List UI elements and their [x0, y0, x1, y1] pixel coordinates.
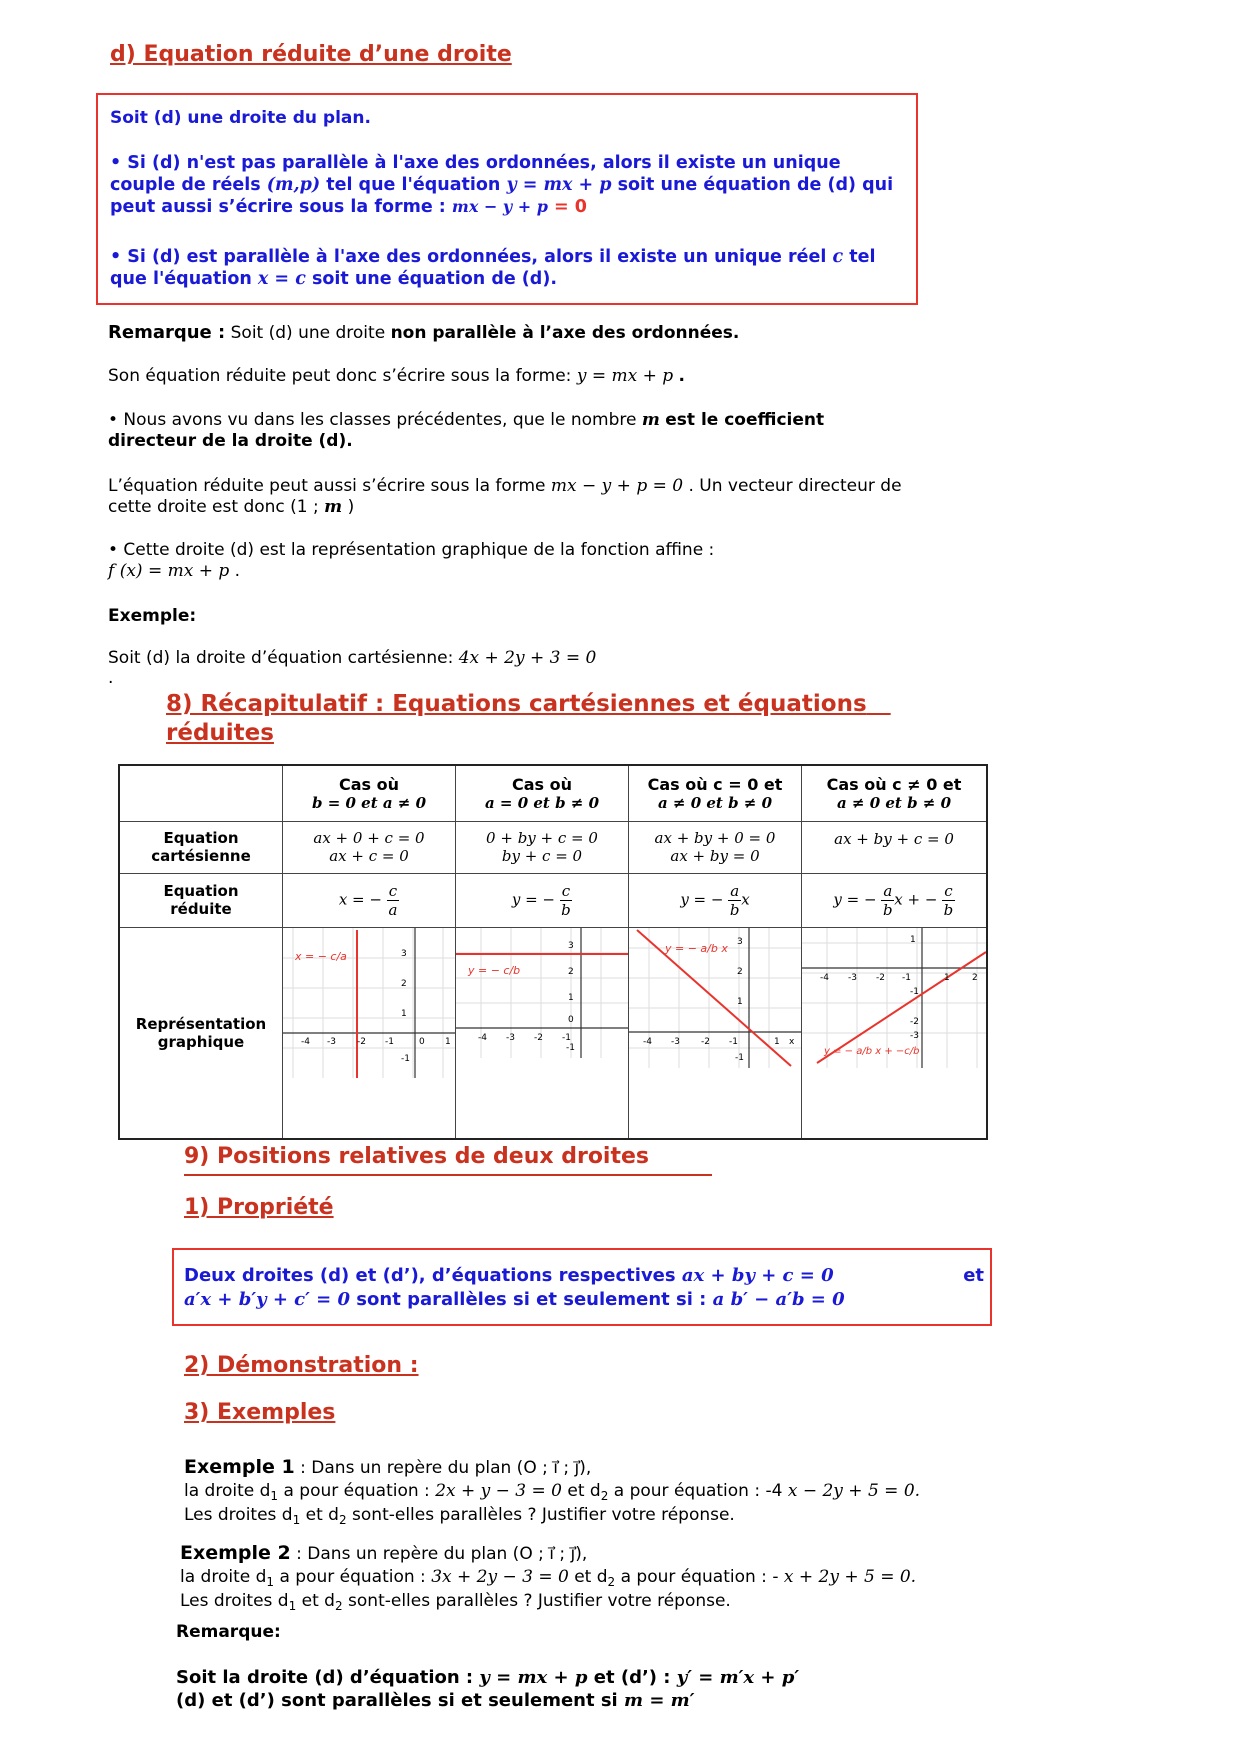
- graph-case3: [629, 927, 802, 1139]
- graph-case4-svg: [802, 928, 986, 1134]
- remarque-bullet2: [108, 540, 908, 582]
- rem-b1-a: • Nous avons vu dans les classes précédentes, que le nombre: [108, 410, 637, 430]
- prop-eq2: a′x + b′y + c′ = 0: [184, 1289, 351, 1310]
- b1-couple: (m,p): [266, 175, 321, 195]
- b1-part3: soit une équation de (d) qui peut aussi s’écrire sous la forme :: [110, 175, 894, 217]
- svg-text:-2: -2: [701, 1036, 710, 1047]
- svg-text:1: 1: [737, 996, 743, 1007]
- exemple-a: Soit (d) la droite d’équation cartésienne:: [108, 648, 454, 668]
- svg-text:-3: -3: [848, 972, 857, 983]
- remarque2-text: Soit la droite (d) d’équation : y = mx + p et (d’) : y′ = m′x + p′ (d) et (d’) sont parallèles si et seulement si m = m′: [176, 1667, 800, 1711]
- b2-c: c: [832, 247, 844, 267]
- svg-text:2: 2: [972, 972, 978, 983]
- rem-line2-a: Son équation réduite peut donc s’écrire sous la forme:: [108, 366, 572, 386]
- svg-text:-3: -3: [327, 1036, 336, 1047]
- box-bullet1: [110, 152, 910, 218]
- subsection-propriete: 1) Propriété: [184, 1195, 334, 1220]
- exemple-eq: 4x + 2y + 3 = 0: [458, 648, 597, 668]
- s8-title-line1: 8) Récapitulatif : Equations cartésiennes et équations: [166, 691, 867, 717]
- svg-text:-1: -1: [401, 1053, 410, 1064]
- b1-eq: y = mx + p: [506, 175, 612, 195]
- rem-para-eq: mx − y + p = 0: [550, 476, 684, 496]
- rem-b2-end: .: [234, 561, 241, 581]
- svg-text:-1: -1: [385, 1036, 394, 1047]
- svg-text:-2: -2: [910, 1016, 919, 1027]
- rem-line2-eq: y = mx + p: [576, 366, 674, 386]
- svg-text:1: 1: [568, 992, 574, 1003]
- graph-case2: [456, 927, 629, 1139]
- svg-text:2: 2: [401, 978, 407, 989]
- svg-text:2: 2: [568, 966, 574, 977]
- row-label-cartesienne: Equation cartésienne: [119, 821, 283, 873]
- b1-form: mx − y + p: [451, 197, 548, 216]
- svg-text:1: 1: [774, 1036, 780, 1047]
- rem-line2-end: .: [678, 366, 685, 386]
- graph-case1-svg: [283, 928, 455, 1134]
- rem-para-a: L’équation réduite peut aussi s’écrire sous la forme: [108, 476, 546, 496]
- rem-line1-b: non parallèle à l’axe des ordonnées.: [390, 323, 740, 343]
- b2-part3: soit une équation de (d).: [311, 269, 557, 289]
- rem-line1-a: Soit (d) une droite: [230, 323, 386, 343]
- graph-case2-svg: [456, 928, 628, 1134]
- b1-part1: • Si (d) n'est pas parallèle à l'axe des ordonnées, alors il existe un unique couple de réels: [110, 153, 841, 195]
- svg-text:-1: -1: [910, 986, 919, 997]
- svg-text:3: 3: [568, 940, 574, 951]
- box-bullet2: [110, 246, 910, 290]
- remarque-bullet1: [108, 410, 888, 452]
- property-text: [184, 1264, 984, 1312]
- b2-part2: tel que l'équation: [110, 247, 876, 289]
- prop-a: Deux droites (d) et (d’), d’équations respectives: [184, 1265, 676, 1286]
- recap-table: [118, 764, 988, 1140]
- exemple-dot: .: [108, 668, 114, 688]
- b1-part2: tel que l'équation: [326, 175, 501, 195]
- graph-label-4: y = − a/b x + −c/b: [824, 1045, 920, 1057]
- prop-eq1: ax + by + c = 0: [681, 1265, 834, 1286]
- svg-text:-2: -2: [357, 1036, 366, 1047]
- b2-part1: • Si (d) est parallèle à l'axe des ordonnées, alors il existe un unique réel: [110, 247, 827, 267]
- corner-cell: [119, 765, 283, 821]
- header-case1: Cas où b = 0 et a ≠ 0: [283, 765, 456, 821]
- b1-eq0: = 0: [554, 197, 587, 217]
- remarque-line1: [108, 322, 739, 344]
- remarque2-label: Remarque:: [176, 1622, 281, 1642]
- section-d-title: d) Equation réduite d’une droite: [110, 42, 512, 67]
- svg-text:0: 0: [568, 1014, 574, 1025]
- cart-case3: ax + by + 0 = 0 ax + by = 0: [629, 821, 802, 873]
- cart-case2: 0 + by + c = 0 by + c = 0: [456, 821, 629, 873]
- svg-text:-3: -3: [506, 1032, 515, 1043]
- svg-text:-3: -3: [671, 1036, 680, 1047]
- rem-b2-eq: f (x) = mx + p: [108, 561, 230, 581]
- box-line1: Soit (d) une droite du plan.: [110, 108, 371, 128]
- section-9-underline: [184, 1174, 712, 1176]
- cart-case4: ax + by + c = 0: [802, 821, 988, 873]
- remarque-para: [108, 476, 908, 518]
- svg-text:-4: -4: [301, 1036, 310, 1047]
- rem-b1-m: m: [641, 410, 660, 430]
- exemple-line: [108, 648, 596, 669]
- cart-case1: ax + 0 + c = 0 ax + c = 0: [283, 821, 456, 873]
- header-case4: Cas où c ≠ 0 et a ≠ 0 et b ≠ 0: [802, 765, 988, 821]
- prop-b: sont parallèles si et seulement si :: [356, 1289, 707, 1310]
- svg-text:-4: -4: [643, 1036, 652, 1047]
- graph-case4: [802, 927, 988, 1139]
- red-case3: y = − $\frac{a}{b}$ x: [629, 873, 802, 927]
- graph-case1: [283, 927, 456, 1139]
- remarque-line2: [108, 366, 685, 387]
- red-case2: y = − $\frac{c}{b}$: [456, 873, 629, 927]
- b2-eq: x = c: [257, 269, 306, 289]
- exemple-2: Exemple 2 : Dans un repère du plan (O ; i⃗ ; j⃗), la droite $d_1$ a pour équation : 3x + 2y − 3 = 0 et $d_2$ a pour équation : - x + 2y + 5 = 0. Les droites $d_1$ et $d_2$ sont-elles parallèles ? Justifier votre réponse.: [180, 1542, 917, 1613]
- svg-text:-3: -3: [910, 1030, 919, 1041]
- rem-para-m: m: [324, 497, 343, 517]
- section-8-title: [166, 690, 891, 748]
- graph-label-3: y = − a/b x: [665, 941, 728, 955]
- svg-text:-4: -4: [820, 972, 829, 983]
- graph-label-2: y = − c/b: [468, 963, 521, 977]
- row-label-representation: Représentation graphique: [119, 927, 283, 1139]
- svg-text:x: x: [789, 1036, 795, 1047]
- prop-eq3: a b′ − a′b = 0: [712, 1289, 845, 1310]
- svg-text:-1: -1: [562, 1032, 571, 1043]
- svg-text:-2: -2: [876, 972, 885, 983]
- svg-text:-1: -1: [729, 1036, 738, 1047]
- rem-para-c: ): [347, 497, 355, 517]
- rem-para-b: . Un vecteur directeur de cette droite est donc (1 ;: [108, 476, 902, 517]
- svg-text:1: 1: [910, 934, 916, 945]
- svg-text:3: 3: [737, 936, 743, 947]
- exemple-label: Exemple:: [108, 606, 197, 626]
- prop-et: et: [963, 1265, 984, 1286]
- svg-text:-1: -1: [902, 972, 911, 983]
- svg-text:0: 0: [419, 1036, 425, 1047]
- header-case3: Cas où c = 0 et a ≠ 0 et b ≠ 0: [629, 765, 802, 821]
- svg-text:-1: -1: [566, 1042, 575, 1053]
- rem-b2: • Cette droite (d) est la représentation graphique de la fonction affine :: [108, 540, 715, 560]
- s8-title-line2: réduites: [166, 720, 274, 746]
- svg-text:1: 1: [401, 1008, 407, 1019]
- svg-text:-2: -2: [534, 1032, 543, 1043]
- row-label-reduite: Equation réduite: [119, 873, 283, 927]
- section-9-title: 9) Positions relatives de deux droites: [184, 1144, 650, 1169]
- graph-case3-svg: [629, 928, 801, 1134]
- svg-text:3: 3: [401, 948, 407, 959]
- red-case1: x = − $\frac{c}{a}$: [283, 873, 456, 927]
- graph-label-1: x = − c/a: [295, 949, 347, 963]
- exemple-1: Exemple 1 : Dans un repère du plan (O ; i⃗ ; j⃗), la droite $d_1$ a pour équation : 2x + y − 3 = 0 et $d_2$ a pour équation : -4 x − 2y + 5 = 0. Les droites $d_1$ et $d_2$ sont-elles parallèles ? Justifier votre réponse.: [184, 1456, 921, 1527]
- svg-text:2: 2: [737, 966, 743, 977]
- subsection-exemples: 3) Exemples: [184, 1400, 336, 1425]
- rem-b1-b: est le coefficient directeur de la droite (d).: [108, 410, 825, 451]
- svg-text:-1: -1: [735, 1052, 744, 1063]
- header-case2: Cas où a = 0 et b ≠ 0: [456, 765, 629, 821]
- subsection-demonstration: 2) Démonstration :: [184, 1353, 419, 1378]
- svg-text:1: 1: [944, 972, 950, 983]
- svg-text:-4: -4: [478, 1032, 487, 1043]
- remarque-label: Remarque :: [108, 322, 226, 343]
- red-case4: y = − $\frac{a}{b}$ x + − $\frac{c}{b}$: [802, 873, 988, 927]
- svg-text:1: 1: [445, 1036, 451, 1047]
